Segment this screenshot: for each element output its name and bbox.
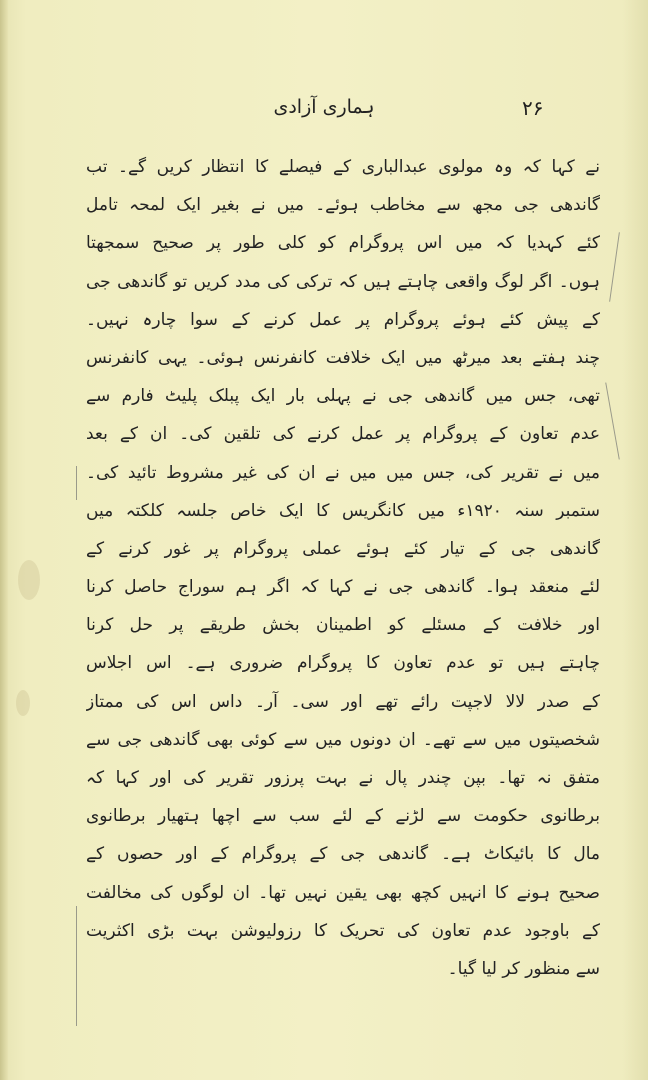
text-line: گاندھی جی کے تیار کئے ہوئے عملی پروگرام پر غور کرنے کے — [86, 538, 600, 559]
text-line: اور خلافت کے مسئلے کو اطمینان بخش طریقے پر حل کرنا — [86, 615, 600, 636]
margin-pencil-mark — [76, 906, 77, 1026]
text-line: شخصیتوں میں سے تھے۔ ان دونوں میں سے کوئی بھی گاندھی جی سے — [86, 729, 600, 750]
text-line: کے پیش کئے ہوئے پروگرام پر عمل کرنے کے سوا چارہ نہیں۔ — [86, 309, 600, 330]
margin-pencil-mark — [76, 466, 77, 500]
text-line: مال کا بائیکاٹ ہے۔ گاندھی جی کے پروگرام کے اور حصوں کے — [86, 844, 600, 865]
text-line: تھی، جس میں گاندھی جی نے پہلی بار ایک پبلک پلیٹ فارم سے — [86, 386, 600, 407]
text-line: کے باوجود عدم تعاون کی تحریک کا رزولیوشن بہت بڑی اکثریت — [86, 920, 600, 941]
text-line: ستمبر سنہ ۱۹۲۰ء میں کانگریس کا ایک خاص جلسہ کلکتہ میں — [86, 500, 600, 521]
text-line: میں نے تقریر کی، جس میں میں نے ان کی غیر مشروط تائید کی۔ — [86, 462, 600, 483]
text-line: صحیح ہونے کا انہیں کچھ بھی یقین نہیں تھا۔ ان لوگوں کی مخالفت — [86, 882, 600, 903]
text-line: نے کہا کہ وہ مولوی عبدالباری کے فیصلے کا انتظار کریں گے۔ تب — [86, 157, 600, 177]
running-header — [0, 96, 648, 136]
body-text — [86, 148, 600, 988]
text-line: متفق نہ تھا۔ بپن چندر پال نے بہت پرزور تقریر کی اور کہا کہ — [86, 768, 600, 788]
paper-stain — [16, 690, 30, 716]
paper-stain — [18, 560, 40, 600]
text-line: گاندھی جی مجھ سے مخاطب ہوئے۔ میں نے بغیر ایک لمحہ تامل — [86, 195, 600, 216]
margin-pencil-mark — [609, 232, 620, 301]
text-line: چند ہفتے بعد میرٹھ میں ایک خلافت کانفرنس ہوئی۔ یہی کانفرنس — [86, 347, 600, 368]
text-line: چاہتے ہیں تو عدم تعاون کا پروگرام ضروری ہے۔ اس اجلاس — [86, 653, 600, 674]
page-number: ۲۶ — [522, 96, 544, 120]
text-line: برطانوی حکومت سے لڑنے کے لئے سب سے اچھا ہتھیار برطانوی — [86, 806, 600, 827]
text-line: لئے منعقد ہوا۔ گاندھی جی نے کہا کہ اگر ہم سوراج حاصل کرنا — [86, 577, 600, 598]
text-line: ہوں۔ اگر لوگ واقعی چاہتے ہیں کہ ترکی کی مدد کریں تو گاندھی جی — [86, 271, 600, 292]
running-title: ہماری آزادی — [273, 96, 375, 118]
page-binding-edge — [0, 0, 8, 1080]
text-line: سے منظور کر لیا گیا۔ — [447, 958, 600, 979]
text-line: کئے کہدیا کہ میں اس پروگرام کو کلی طور پر صحیح سمجھتا — [86, 233, 600, 254]
text-line: عدم تعاون کے پروگرام پر عمل کرنے کی تلقین کی۔ ان کے بعد — [86, 424, 600, 445]
margin-pencil-mark — [605, 383, 620, 460]
text-line: کے صدر لالا لاجپت رائے تھے اور سی۔ آر۔ داس اس کی ممتاز — [86, 691, 600, 712]
